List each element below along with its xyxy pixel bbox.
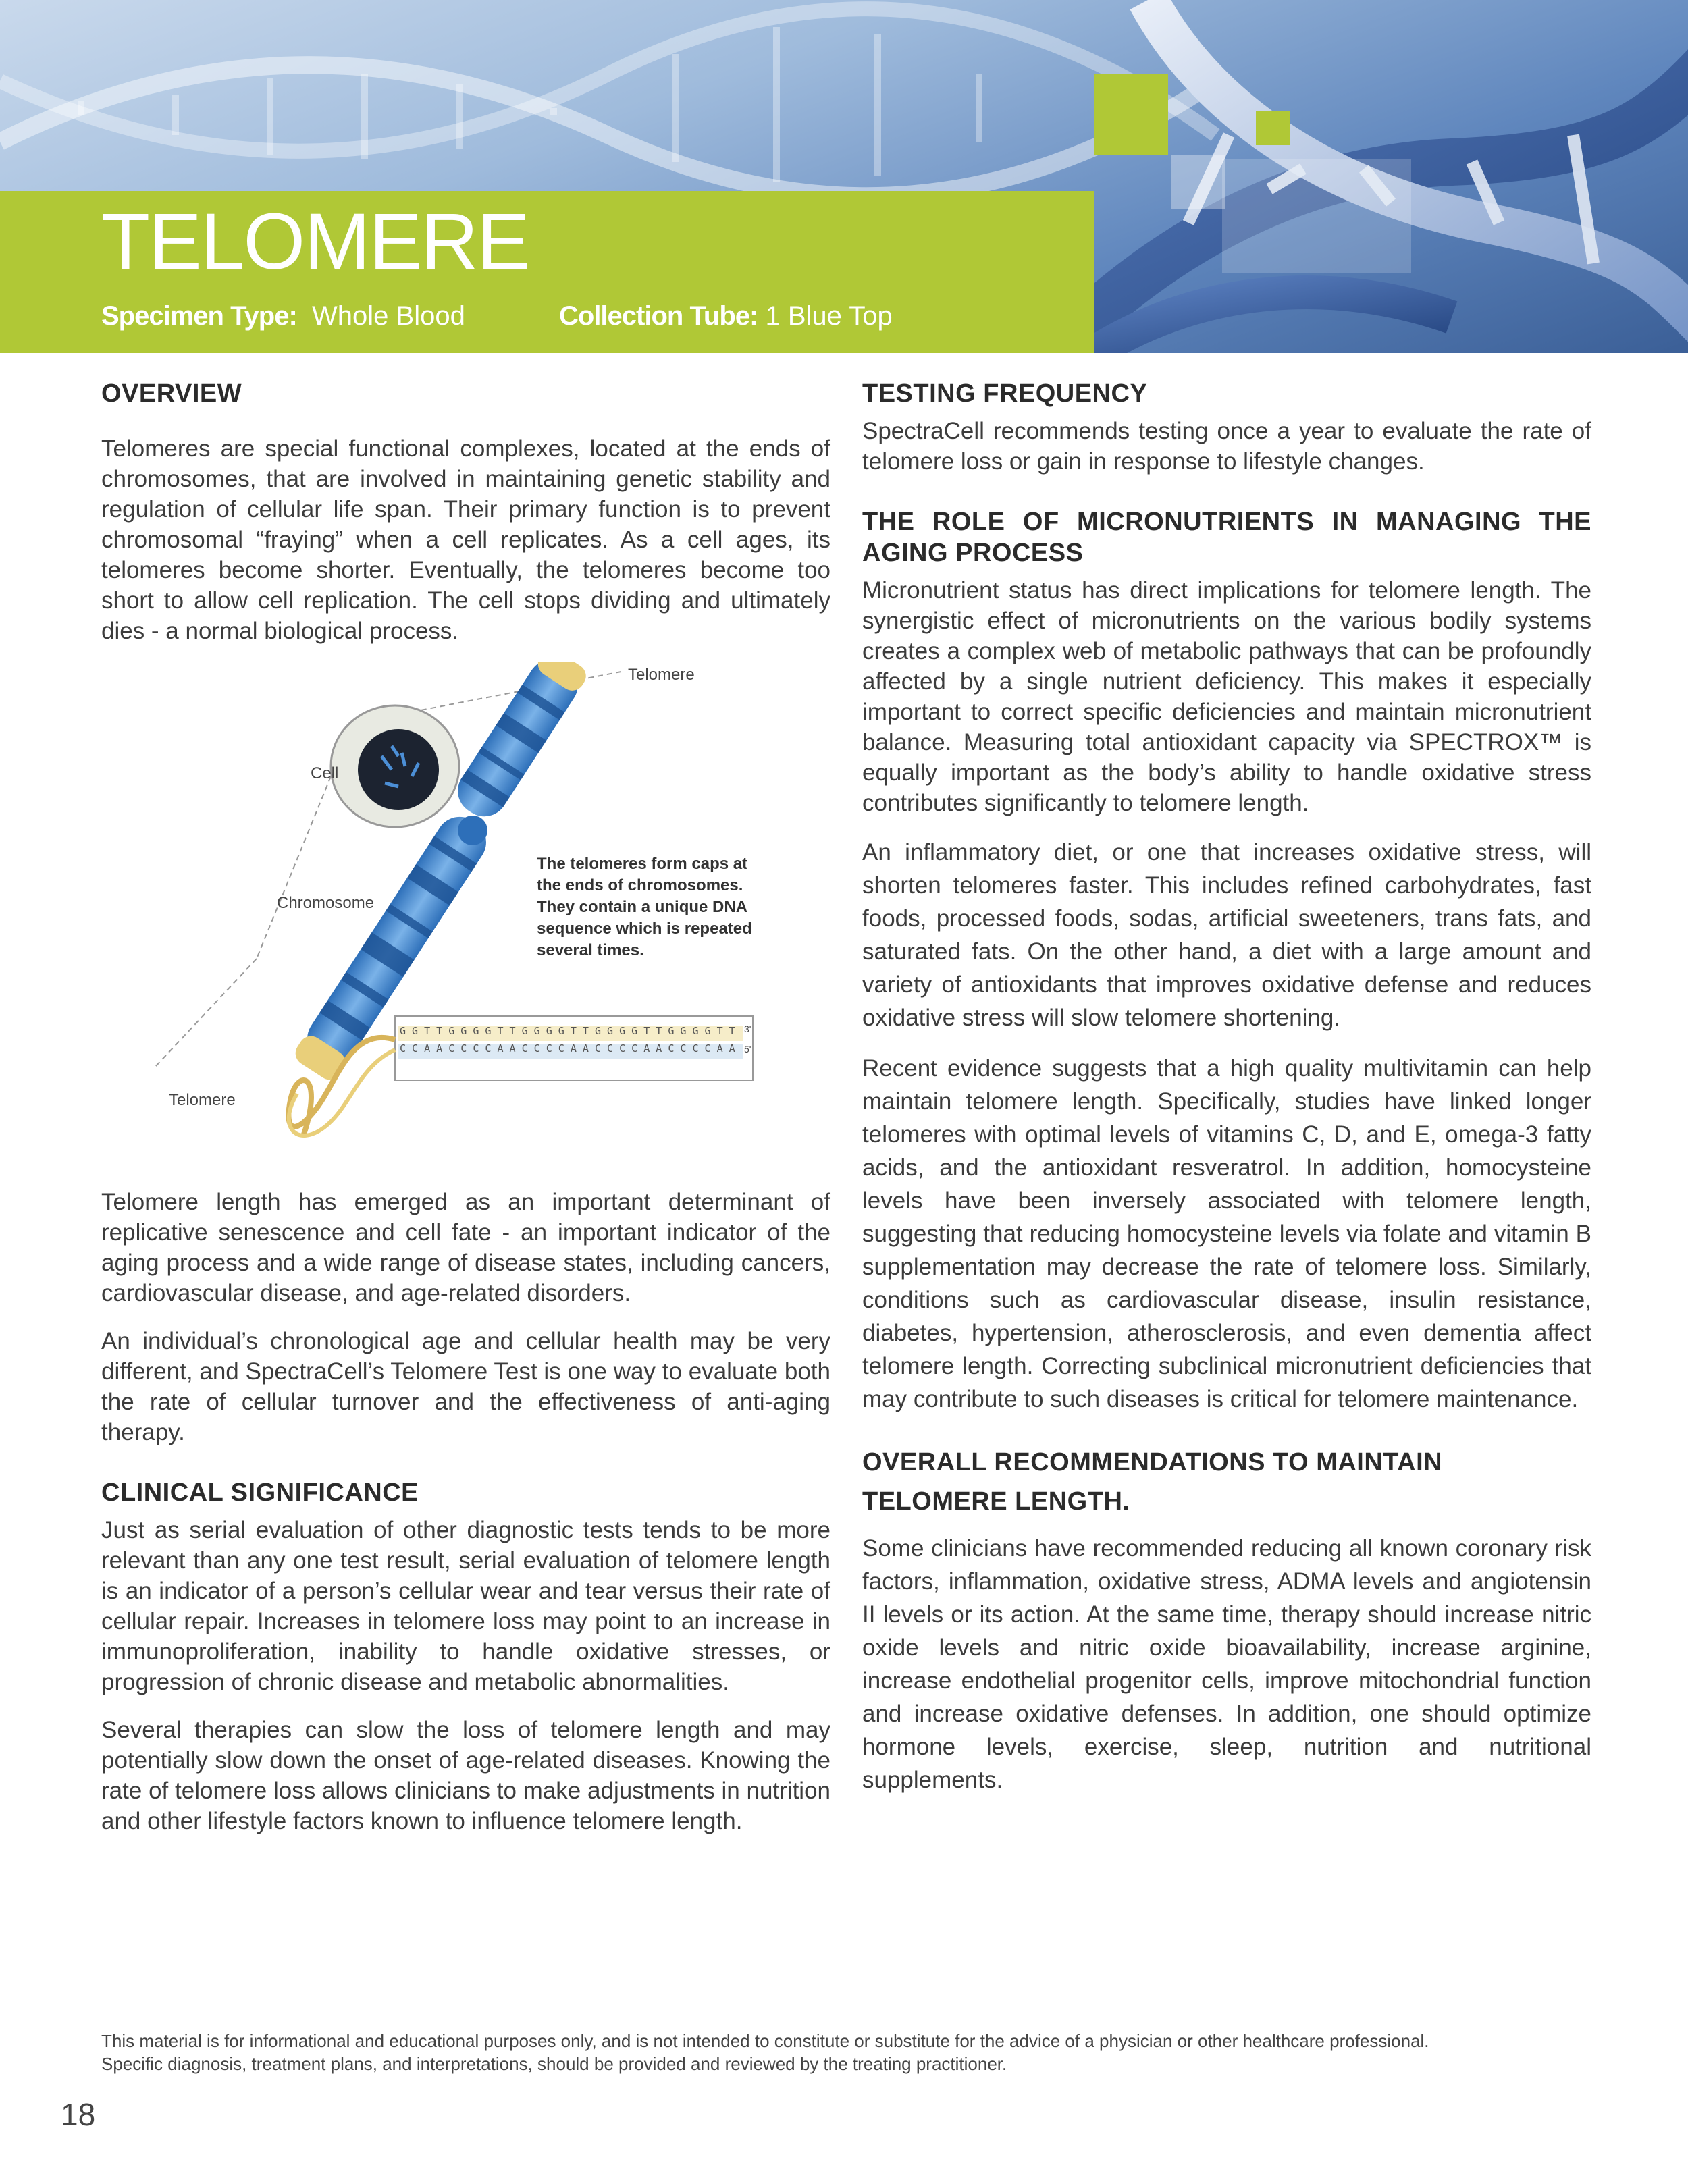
disclaimer-line-1: This material is for informational and educational purposes only, and is not intended to constitute or substitute for the advice of a physician or other healthcare professional. <box>101 2031 1429 2051</box>
length-paragraph-1: Telomere length has emerged as an important determinant of replicative senescence and cell fate - an important indicator of the aging process and a wide range of disease states, including cancers, cardiovascular disease, and age-related disorders. <box>101 1189 830 1306</box>
overview-heading: OVERVIEW <box>101 379 242 408</box>
left-column-lower <box>101 1187 830 1836</box>
left-column <box>101 378 830 646</box>
specimen-type <box>101 301 465 331</box>
frequency-paragraph: SpectraCell recommends testing once a year to evaluate the rate of telomere loss or gain in response to lifestyle changes. <box>862 418 1591 475</box>
dna-5prime-label: 5' <box>744 1044 751 1055</box>
disclaimer-line-2: Specific diagnosis, treatment plans, and interpretations, should be provided and reviewed by the treating practitioner. <box>101 2054 1007 2074</box>
dna-sequence-top: G G T T G G G G T T G G G G T T G G G G T T G G G G T T <box>400 1025 735 1037</box>
disclaimer <box>101 2029 1607 2075</box>
collection-tube <box>559 301 893 331</box>
clinical-paragraph-1: Just as serial evaluation of other diagnostic tests tends to be more relevant than any one test result, serial evaluation of telomere length is an indicator of a person’s cellular wear and tear versus their rate of cellular repair. Increases in telomere loss may point to an increase in immunoproliferation, inability to handle oxidative stresses, or progression of chronic disease and metabolic abnormalities. <box>101 1517 830 1695</box>
page-title: TELOMERE <box>101 197 529 286</box>
telomere-caption: The telomeres form caps at the ends of chromosomes. They contain a unique DNA sequence which is repeated several times. <box>537 855 752 959</box>
cell-label: Cell <box>311 764 339 782</box>
header-banner <box>0 0 1688 353</box>
telomere-bottom-label: Telomere <box>169 1091 236 1109</box>
dna-3prime-label: 3' <box>744 1023 751 1034</box>
frequency-heading: TESTING FREQUENCY <box>862 379 1148 408</box>
dna-sequence-bottom: C C A A C C C C A A C C C C A A C C C C A A C C C C A A <box>400 1042 735 1055</box>
telomere-diagram <box>135 662 776 1148</box>
clinical-paragraph-2: Several therapies can slow the loss of telomere length and may potentially slow down the onset of age-related diseases. Knowing the rate of telomere loss allows clinicians to make adjustments in nutrition and other lifestyle factors known to influence telomere length. <box>101 1717 830 1834</box>
micronutrients-heading: THE ROLE OF MICRONUTRIENTS IN MANAGING THE AGING PROCESS <box>862 508 1591 567</box>
overall-paragraph: Some clinicians have recommended reducing all known coronary risk factors, inflammation, oxidative stress, ADMA levels and angiotensin II levels or its action. At the same time, therapy should increase nitric oxide levels and nitric oxide bioavailability, increase arginine, increase endothelial progenitor cells, improve mitochondrial function and increase oxidative defenses. In addition, one should optimize hormone levels, exercise, sleep, nutrition and nutritional supplements. <box>862 1535 1591 1793</box>
collection-tube-value: 1 Blue Top <box>765 301 893 331</box>
micronutrients-paragraph-3: Recent evidence suggests that a high quality multivitamin can help maintain telomere length. Specifically, studies have linked longer telomeres with optimal levels of vitamins C, D, and E, omega-3 fatty acids, and the antioxidant resveratrol. In addition, homocysteine levels have been inversely associated with telomere length, suggesting that reducing homocysteine levels via folate and vitamin B supplementation may decrease the rate of telomere loss. Similarly, conditions such as cardiovascular disease, insulin resistance, diabetes, hypertension, atherosclerosis, and even dementia affect telomere length. Correcting subclinical micronutrient deficiencies that may contribute to such diseases is critical for telomere maintenance. <box>862 1055 1591 1412</box>
clinical-heading: CLINICAL SIGNIFICANCE <box>101 1479 419 1507</box>
micronutrients-paragraph-2: An inflammatory diet, or one that increases oxidative stress, will shorten telomeres faster. This includes refined carbohydrates, fast foods, processed foods, sodas, artificial sweeteners, trans fats, and saturated fats. On the other hand, a diet with a large amount and variety of antioxidants that improves oxidative defense and reduces oxidative stress will slow telomere shortening. <box>862 839 1591 1031</box>
micronutrients-paragraph-1: Micronutrient status has direct implications for telomere length. The synergistic effect of micronutrients on the various bodily systems creates a complex web of metabolic pathways that can be profoundly affected by a single nutrient deficiency. This makes it especially important to correct specific deficiencies and maintain micronutrient balance. Measuring total antioxidant capacity via SPECTROX™ is equally important as the body’s ability to handle oxidative stress contributes significantly to telomere length. <box>862 577 1591 816</box>
right-column <box>862 378 1591 1796</box>
length-paragraph-2: An individual’s chronological age and cellular health may be very different, and SpectraCell’s Telomere Test is one way to evaluate both the rate of cellular turnover and the effectiveness of anti-aging therapy. <box>101 1328 830 1445</box>
collection-tube-label: Collection Tube: <box>559 301 758 331</box>
specimen-type-value: Whole Blood <box>312 301 465 331</box>
telomere-top-label: Telomere <box>628 666 695 684</box>
chromosome-label: Chromosome <box>277 894 375 912</box>
overall-heading: OVERALL RECOMMENDATIONS TO MAINTAIN TELOMERE LENGTH. <box>862 1448 1443 1516</box>
overview-paragraph: Telomeres are special functional complexes, located at the ends of chromosomes, that are involved in maintaining genetic stability and regulation of cellular life span. Their primary function is to prevent chromosomal “fraying” when a cell replicates. As a cell ages, its telomeres become shorter. Eventually, the telomeres become too short to allow cell replication. The cell stops dividing and ultimately dies - a normal biological process. <box>101 435 830 644</box>
page-number: 18 <box>61 2097 96 2132</box>
specimen-type-label: Specimen Type: <box>101 301 297 331</box>
